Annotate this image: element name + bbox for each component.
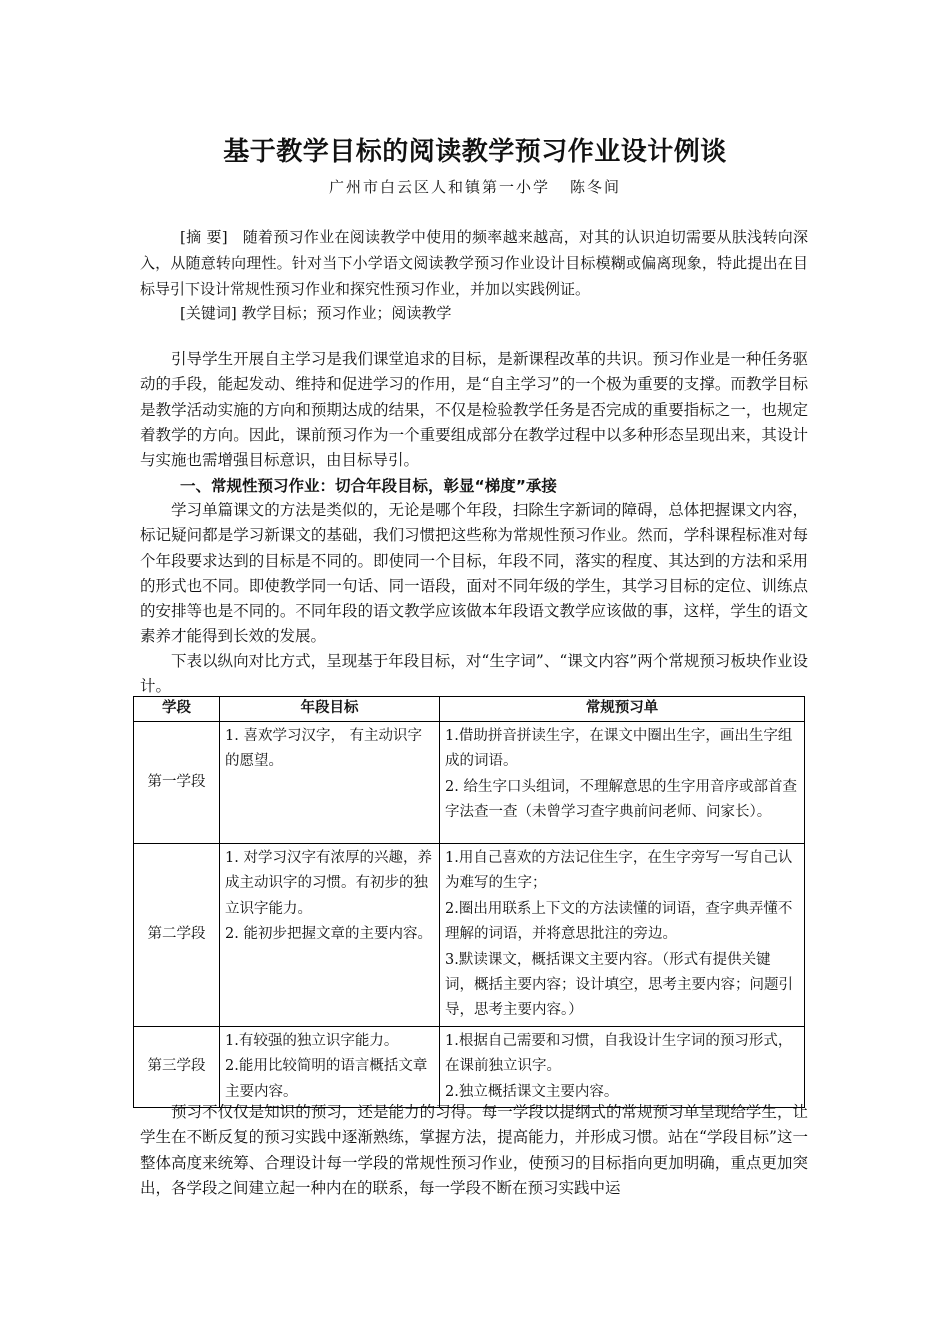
table-header-row [134,697,805,722]
task-item: 1.借助拼音拼读生字，在课文中圈出生字，画出生字组成的词语。 [445,728,793,770]
author-line [0,176,950,197]
table-row [134,1026,805,1107]
task-item: 2.独立概括课文主要内容。 [445,1083,619,1100]
goal-item: 2. 能初步把握文章的主要内容。 [225,926,432,943]
tasks-cell [440,1026,805,1107]
article-title: 基于教学目标的阅读教学预习作业设计例谈 [223,137,727,167]
goal-item: 1.有较强的独立识字能力。 [225,1032,399,1049]
goal-cell [220,722,440,844]
stage-cell: 第二学段 [134,844,220,1027]
goal-item: 1. 对学习汉字有浓厚的兴趣，养成主动识字的习惯。有初步的独立识字能力。 [225,850,432,917]
goal-item: 2.能用比较简明的语言概括文章主要内容。 [225,1058,428,1100]
stage-cell: 第三学段 [134,1026,220,1107]
task-item: 1.根据自己需要和习惯，自我设计生字词的预习形式，在课前独立识字。 [445,1032,793,1075]
keywords-text: 教学目标；预习作业；阅读教学 [241,304,452,322]
header-tasks: 常规预习单 [440,697,805,722]
task-item: 3.默读课文，概括课文主要内容。（形式有提供关键词，概括主要内容；设计填空，思考主要内容；问题引导，思考主要内容。） [445,951,793,1019]
abstract-text: 随着预习作业在阅读教学中使用的频率越来越高，对其的认识迫切需要从肤浅转向深入，从随意转向理性。针对当下小学语文阅读教学预习作业设计目标模糊或偏离现象，特此提出在目标导引下设计常规性预习作业和探究性预习作业，并加以实践例证。 [140,228,808,298]
tasks-cell [440,844,805,1027]
paragraph-intro: 引导学生开展自主学习是我们课堂追求的目标，是新课程改革的共识。预习作业是一种任务驱动的手段，能起发动、维持和促进学习的作用，是“自主学习”的一个极为重要的支撑。而教学目标是教学活动实施的方向和预期达成的结果，不仅是检验教学任务是否完成的重要指标之一，也规定着教学的方向。因此，课前预习作为一个重要组成部分在教学过程中以多种形态呈现出来，其设计与实施也需增强目标意识，由目标导引。 [140,350,808,470]
goal-cell [220,1026,440,1107]
paragraph-conclusion: 预习不仅仅是知识的预习，还是能力的习得。每一学段以提纲式的常规预习单呈现给学生，让学生在不断反复的预习实践中逐渐熟练，掌握方法，提高能力，并形成习惯。站在“学段目标”这一整体高度来统筹、合理设计每一学段的常规性预习作业，使预习的目标指向更加明确，重点更加突出，各学段之间建立起一种内在的联系，每一学段不断在预习实践中运 [140,1103,808,1197]
keywords [180,300,452,326]
table-row [134,844,805,1027]
task-item: 2.圈出用联系上下文的方法读懂的词语，查字典弄懂不理解的词语，并将意思批注的旁边。 [445,900,793,943]
section-heading-1: 一、常规性预习作业：切合年段目标，彰显“梯度”承接 [180,477,557,495]
header-goal: 年段目标 [220,697,440,722]
goal-item: 1. 喜欢学习汉字， 有主动识字的愿望。 [225,728,423,770]
tasks-cell [440,722,805,844]
author-school: 广州市白云区人和镇第一小学 [328,178,550,196]
header-stage: 学段 [134,697,220,722]
keywords-label: [关键词] [180,304,237,322]
abstract-label: [摘 要] [180,228,228,246]
goal-cell [220,844,440,1027]
preview-table [133,696,805,1108]
task-item: 2. 给生字口头组词，不理解意思的生字用音序或部首查字法查一查（未曾学习查字典前问老师、问家长）。 [445,778,797,821]
author-name: 陈冬间 [570,178,622,196]
paragraph-table-intro: 下表以纵向对比方式，呈现基于年段目标，对“生字词”、“课文内容”两个常规预习板块作业设计。 [140,652,808,696]
abstract [140,224,808,302]
task-item: 1.用自己喜欢的方法记住生字，在生字旁写一写自己认为难写的生字； [445,850,793,892]
table-row [134,722,805,844]
stage-cell: 第一学段 [134,722,220,844]
paragraph-routine: 学习单篇课文的方法是类似的，无论是哪个年段，扫除生字新词的障碍，总体把握课文内容，标记疑问都是学习新课文的基础，我们习惯把这些称为常规性预习作业。然而，学科课程标准对每个年段要求达到的目标是不同的。即使同一个目标，年段不同，落实的程度、其达到的方法和采用的形式也不同。即使教学同一句话、同一语段，面对不同年级的学生，其学习目标的定位、训练点的安排等也是不同的。不同年段的语文教学应该做本年段语文教学应该做的事，这样，学生的语文素养才能得到长效的发展。 [140,501,808,646]
